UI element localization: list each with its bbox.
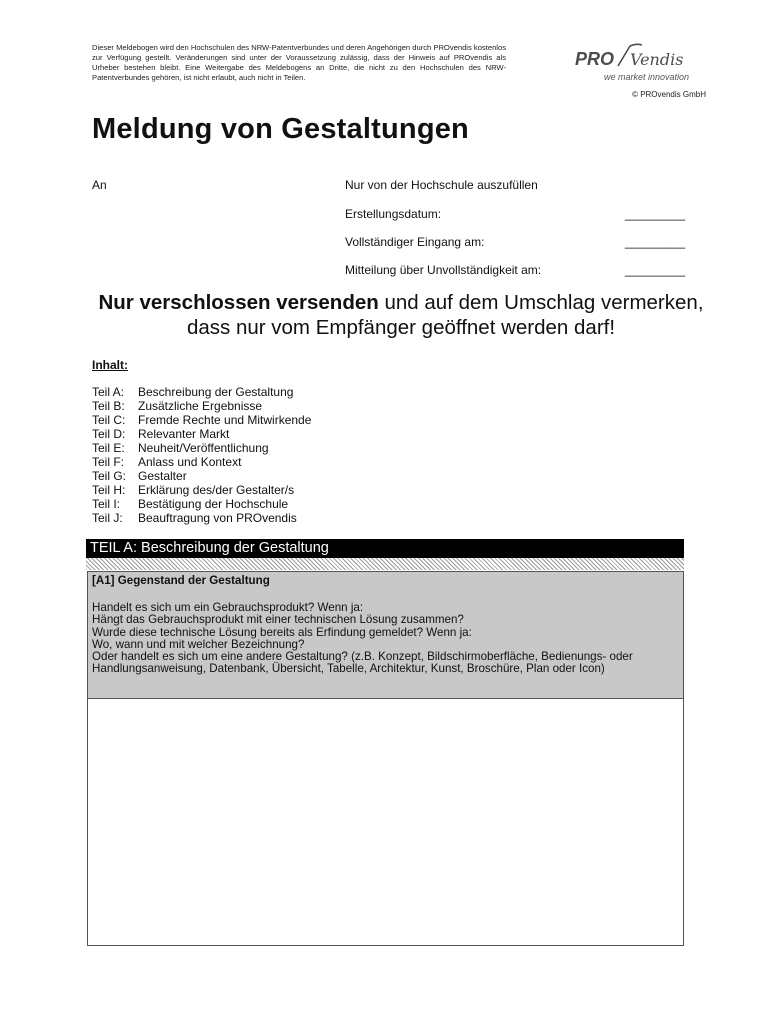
toc-key: Teil A: — [92, 385, 125, 399]
meta-label: Vollständiger Eingang am: — [345, 235, 485, 249]
meta-row — [345, 207, 685, 221]
toc-label: Relevanter Markt — [138, 427, 230, 441]
meta-row — [345, 235, 685, 249]
toc-item — [92, 385, 311, 399]
meta-row — [345, 178, 685, 192]
toc-label: Gestalter — [138, 469, 187, 483]
toc-key: Teil J: — [92, 511, 123, 525]
meta-label: Mitteilung über Unvollständigkeit am: — [345, 263, 542, 277]
toc-item — [92, 427, 311, 441]
provendis-logo — [572, 40, 712, 85]
logo-prefix: PRO — [575, 49, 615, 69]
a1-question: Wurde diese technische Lösung bereits als Erfindung gemeldet? Wenn ja: — [92, 625, 472, 639]
toc-key: Teil D: — [92, 427, 126, 441]
a1-prompt — [88, 572, 683, 699]
meta-label: Nur von der Hochschule auszufüllen — [345, 178, 538, 192]
notice-bold: Nur verschlossen versenden — [98, 291, 379, 314]
page-title: Meldung von Gestaltungen — [92, 113, 469, 145]
copyright-note: © PROvendis GmbH — [632, 90, 706, 99]
contents-heading: Inhalt: — [92, 358, 128, 372]
table-of-contents — [92, 385, 311, 525]
meta-value[interactable]: _________ — [624, 207, 685, 221]
notice-rest: und auf dem Umschlag vermerken, — [378, 291, 704, 314]
logo-tagline: we market innovation — [604, 72, 690, 82]
toc-item — [92, 511, 311, 525]
a1-question: Handelt es sich um ein Gebrauchsprodukt? Wenn ja: — [92, 601, 364, 615]
toc-label: Beauftragung von PROvendis — [138, 511, 297, 525]
toc-item — [92, 469, 311, 483]
toc-item — [92, 455, 311, 469]
toc-label: Neuheit/Veröffentlichung — [138, 441, 269, 455]
toc-key: Teil F: — [92, 455, 125, 469]
toc-key: Teil G: — [92, 469, 127, 483]
hatch-divider — [86, 558, 684, 570]
toc-label: Beschreibung der Gestaltung — [138, 385, 294, 399]
toc-key: Teil H: — [92, 483, 126, 497]
toc-item — [92, 413, 311, 427]
toc-item — [92, 497, 311, 511]
toc-label: Bestätigung der Hochschule — [138, 497, 289, 511]
toc-item — [92, 441, 311, 455]
toc-key: Teil I: — [92, 497, 121, 511]
meta-value[interactable]: _________ — [624, 263, 685, 277]
toc-label: Anlass und Kontext — [138, 455, 242, 469]
a1-field-box — [87, 571, 684, 946]
toc-label: Fremde Rechte und Mitwirkende — [138, 413, 312, 427]
toc-item — [92, 483, 311, 497]
sealed-envelope-notice — [88, 290, 714, 340]
notice-line2: dass nur vom Empfänger geöffnet werden darf! — [186, 316, 616, 339]
a1-question: Oder handelt es sich um eine andere Gestaltung? (z.B. Konzept, Bildschirmoberfläche, Bedienungs- oder Handlungsanweisung, Datenbank, Übersicht, Tabelle, Architektur, Kunst, Broschüre, Plan oder Icon) — [92, 650, 633, 676]
toc-key: Teil C: — [92, 413, 126, 427]
a1-answer-area[interactable] — [88, 699, 683, 945]
a1-title: [A1] Gegenstand der Gestaltung — [92, 574, 270, 587]
a1-question: Wo, wann und mit welcher Bezeichnung? — [92, 637, 305, 651]
section-a-header: TEIL A: Beschreibung der Gestaltung — [86, 539, 684, 558]
logo-script: Vendis — [630, 50, 684, 69]
disclaimer-text: Dieser Meldebogen wird den Hochschulen des NRW-Patentverbundes und deren Angehörigen durch PROvendis kostenlos zur Verfügung gestellt. Veränderungen sind unter der Voraussetzung zulässig, dass der Hinweis auf PROvendis als Urheber bestehen bleibt. Eine Weitergabe des Meldebogens an Dritte, die nicht zu den Hochschulen des NRW-Patentverbundes gehören, ist nicht erlaubt, auch nicht in Teilen. — [92, 43, 506, 82]
meta-label: Erstellungsdatum: — [345, 207, 442, 221]
toc-label: Erklärung des/der Gestalter/s — [138, 483, 295, 497]
a1-question: Hängt das Gebrauchsprodukt mit einer technischen Lösung zusammen? — [92, 613, 464, 627]
recipient-label: An — [92, 178, 107, 192]
meta-row — [345, 263, 685, 277]
toc-key: Teil E: — [92, 441, 125, 455]
toc-key: Teil B: — [92, 399, 125, 413]
toc-item — [92, 399, 311, 413]
toc-label: Zusätzliche Ergebnisse — [138, 399, 263, 413]
meta-value[interactable]: _________ — [624, 235, 685, 249]
